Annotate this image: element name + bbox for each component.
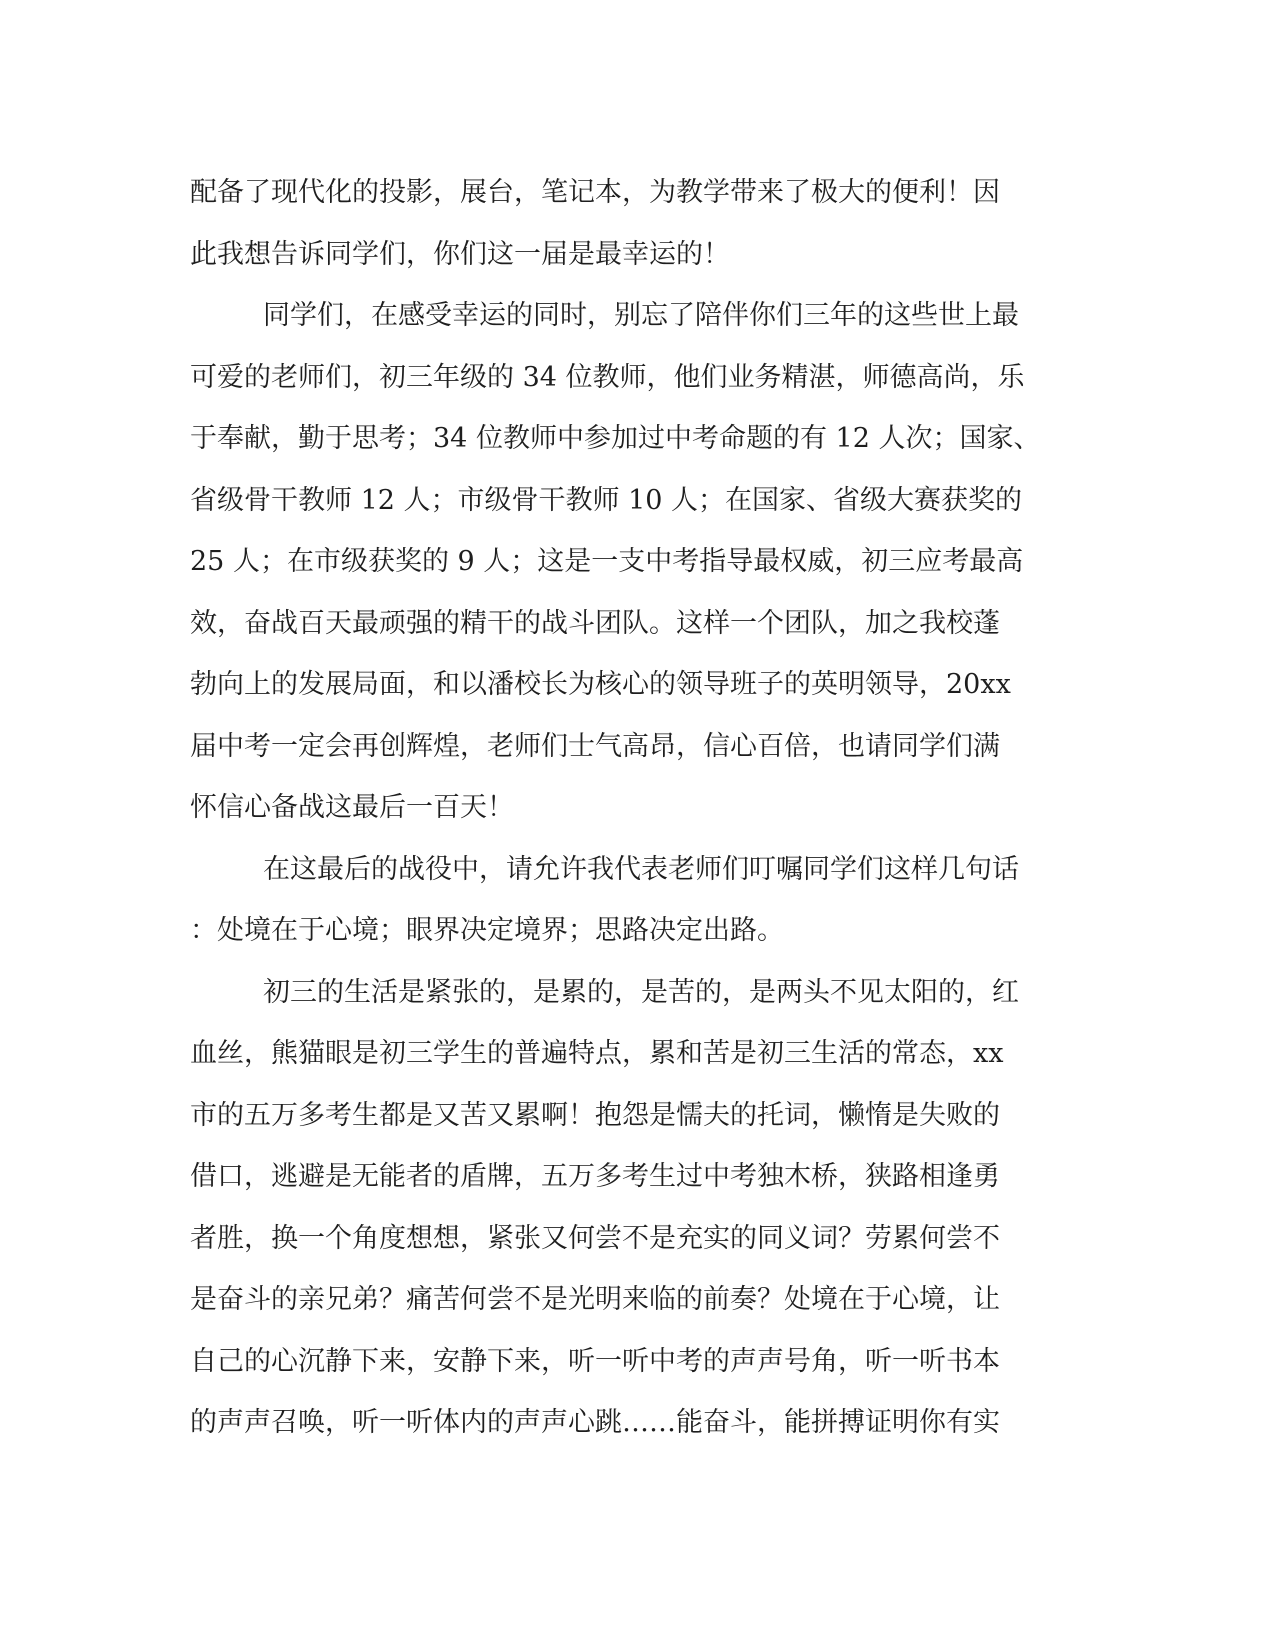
text-line: 25 人；在市级获奖的 9 人；这是一支中考指导最权威，初三应考最高 (190, 546, 1024, 577)
paragraph-start-line: 初三的生活是紧张的，是累的，是苦的，是两头不见太阳的，红 (263, 976, 1019, 1008)
text-line: 于奉献，勤于思考；34 位教师中参加过中考命题的有 12 人次；国家、 (190, 423, 1041, 454)
paragraph-start-line: 在这最后的战役中，请允许我代表老师们叮嘱同学们这样几句话 (263, 853, 1019, 885)
text-line: 省级骨干教师 12 人；市级骨干教师 10 人；在国家、省级大赛获奖的 (190, 484, 1023, 516)
text-line: 配备了现代化的投影，展台，笔记本，为教学带来了极大的便利！因 (190, 177, 1000, 208)
text-line: 自己的心沉静下来，安静下来，听一听中考的声声号角，听一听书本 (190, 1345, 1000, 1377)
text-line: 血丝，熊猫眼是初三学生的普遍特点，累和苦是初三生活的常态，xx (190, 1038, 1004, 1069)
text-line: 的声声召唤，听一听体内的声声心跳……能奋斗，能拼搏证明你有实 (190, 1407, 1000, 1438)
text-line: 市的五万多考生都是又苦又累啊！抱怨是懦夫的托词，懒惰是失败的 (190, 1099, 1000, 1131)
body-text (190, 162, 1080, 1454)
text-line: 勃向上的发展局面，和以潘校长为核心的领导班子的英明领导，20xx (190, 669, 1011, 700)
text-line: 效，奋战百天最顽强的精干的战斗团队。这样一个团队，加之我校蓬 (190, 607, 1000, 639)
paragraph-start-line: 同学们，在感受幸运的同时，别忘了陪伴你们三年的这些世上最 (263, 300, 1019, 331)
text-line: 者胜，换一个角度想想，紧张又何尝不是充实的同义词？劳累何尝不 (190, 1222, 1000, 1254)
text-line: ：处境在于心境；眼界决定境界；思路决定出路。 (190, 915, 784, 946)
text-line: 此我想告诉同学们，你们这一届是最幸运的！ (190, 238, 730, 270)
text-line: 届中考一定会再创辉煌，老师们士气高昂，信心百倍，也请同学们满 (190, 730, 1000, 762)
text-line: 怀信心备战这最后一百天！ (190, 792, 514, 823)
text-line: 借口，逃避是无能者的盾牌，五万多考生过中考独木桥，狭路相逢勇 (190, 1161, 1000, 1192)
text-line: 可爱的老师们，初三年级的 34 位教师，他们业务精湛，师德高尚，乐 (190, 361, 1025, 393)
text-line: 是奋斗的亲兄弟？痛苦何尝不是光明来临的前奏？处境在于心境，让 (190, 1284, 1000, 1315)
